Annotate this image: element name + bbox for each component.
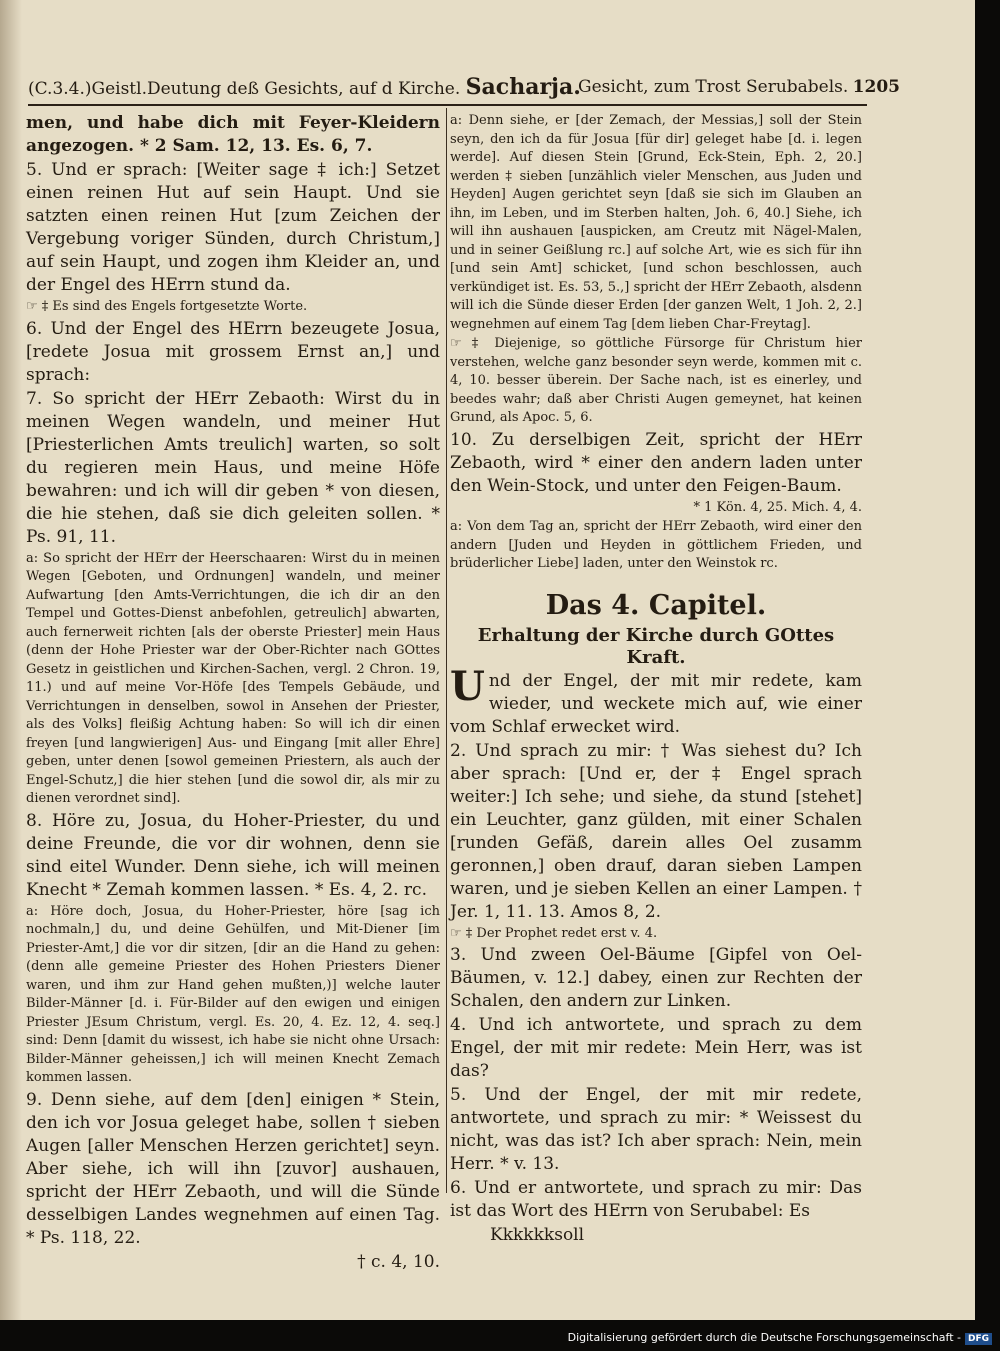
header-rule	[28, 104, 867, 106]
right_column-paragraph: Das 4. Capitel.	[545, 589, 767, 621]
right_column-paragraph: ☞ ‡ Der Prophet redet erst v. 4.	[450, 925, 658, 941]
right_column-paragraph	[450, 662, 862, 739]
right_column-paragraph: a: Von dem Tag an, spricht der HErr Zebaoth, wird einer den andern [Juden und Heyden in göttlichem Frieden, und brüderlicher Liebe] laden, unter den Weinstok rc.	[450, 519, 862, 571]
left_column-paragraph: a: So spricht der HErr der Heerschaaren: Wirst du in meinen Wegen [Geboten, und Ordnungen] wandeln, und meiner Aufwartung [den Amts-Verrichtungen, die ich dir an den Tempel und Gottes-Dienst anbefohlen, getreulich] abwarten, auch fernerweit richten [als der oberste Priester] mein Haus (denn der Hohe Priester war der Ober-Richter nach GOttes Gesetz in geistlichen und Kirchen-Sachen, vergl. 2 Chron. 19, 11.) und auf meine Vor-Höfe [des Tempels Gebäude, und Verrichtungen in denselben, sowol in Ansehen der Priester, als des Volks] fleißig Achtung haben: So will ich dir einen freyen [und langwierigen] Aus- und Eingang [mit aller Ehre] geben, unter denen [sowol gemeinen Priestern, als auch der Engel-Schutz,] die hier stehen [und die sowol dir, als mir zu dienen verordnet sind].	[26, 550, 440, 806]
left-column	[26, 112, 440, 1275]
left_column-paragraph: 5. Und er sprach: [Weiter sage ‡ ich:] Setzet einen reinen Hut auf sein Haupt. Und sie satzten einen reinen Hut [zum Zeichen der Vergebung voriger Sünden, durch Christum,] auf sein Haupt, und zogen ihm Kleider an, und der Engel des HErrn stund da.	[26, 160, 440, 295]
page-number: 1205	[852, 77, 900, 97]
right_column-paragraph: a: Denn siehe, er [der Zemach, der Messias,] soll der Stein seyn, den ich da für Josua [für dir] geleget habe [d. i. legen werde]. Auf diesen Stein [Grund, Eck-Stein, Eph. 2, 20.] werden ‡ sieben [unzählich vieler Menschen, aus Juden und Heyden] Augen gerichtet seyn [daß sie sich im Glauben an ihn, im Leben, und im Sterben halten, Joh. 6, 40.] Siehe, ich will ihn aushauen [auspicken, am Creutz mit Nägel-Malen, und in seiner Geißlung rc.] auf solche Art, wie es sich für ihn [und sein Amt] schicket, [und schon beschlossen, auch verkündiget ist. Es. 53, 5.,] spricht der HErr Zebaoth, alsdenn will ich die Sünde dieser Erden [der ganzen Welt, 1 Joh. 2, 2.] wegnehmen auf einem Tag [dem lieben Char-Freytag].	[450, 113, 862, 332]
header-left-text: (C.3.4.)Geistl.Deutung deß Gesichts, auf d Kirche.	[28, 79, 461, 99]
left_column-paragraph: 8. Höre zu, Josua, du Hoher-Priester, du und deine Freunde, die vor dir wohnen, denn sie sind eitel Wunder. Denn siehe, ich will meinen Knecht * Zemah kommen lassen. * Es. 4, 2. rc.	[26, 810, 440, 900]
running-header	[28, 74, 900, 102]
left_column-paragraph: † c. 4, 10.	[357, 1251, 440, 1272]
right_column-paragraph: 4. Und ich antwortete, und sprach zu dem Engel, der mit mir redete: Mein Herr, was ist das?	[450, 1015, 862, 1081]
left_column-paragraph: a: Höre doch, Josua, du Hoher-Priester, höre [sag ich nochmaln,] du, und deine Gehülfen, und Mit-Diener [im Priester-Amt,] die vor dir sitzen, [dir an die Hand zu gehen: (denn alle gemeine Priester des Hohen Priesters Diener waren, und ihm zur Hand gehen mußten,)] welche lauter Bilder-Männer [d. i. Für-Bilder auf den ewigen und einigen Priester JEsum Christum, vergl. Es. 20, 4. Ez. 12, 4. seq.] sind: Denn [damit du wissest, ich habe sie nicht ohne Ursach: Bilder-Männer geheissen,] ich will meinen Knecht Zemach kommen lassen.	[26, 903, 440, 1085]
column-divider	[446, 108, 447, 1193]
left_column-paragraph: 7. So spricht der HErr Zebaoth: Wirst du in meinen Wegen wandeln, und meiner Hut [Priesterlichen Amts treulich] warten, so solt du regieren mein Haus, und meine Höfe bewahren: und ich will dir geben * von diesen, die hie stehen, daß sie dich geleiten sollen. * Ps. 91, 11.	[26, 388, 440, 547]
left_column-paragraph: ☞ ‡ Es sind des Engels fortgesetzte Worte.	[26, 299, 308, 314]
right_column-paragraph: ☞ ‡ Diejenige, so göttliche Fürsorge für Christum hier verstehen, welche ganz besonder seyn werde, kommen mit c. 4, 10. besser überein. Der Sache nach, ist es einerley, und beedes wahr; daß aber Christi Augen gemeynet, hat keinen Grund, als Apoc. 5, 6.	[450, 336, 862, 425]
right-column	[450, 112, 862, 1248]
left_column-paragraph: 9. Denn siehe, auf dem [den] einigen * Stein, den ich vor Josua geleget habe, sollen † sieben Augen [aller Menschen Herzen gerichtet] seyn. Aber siehe, ich will ihn [zuvor] aushauen, spricht der HErr Zebaoth, und will die Sünde desselbigen Landes wegnehmen auf einen Tag. * Ps. 118, 22.	[26, 1089, 440, 1248]
right_column-paragraph: * 1 Kön. 4, 25. Mich. 4, 4.	[693, 499, 862, 515]
right_column-paragraph: 6. Und er antwortete, und sprach zu mir: Das ist das Wort des HErrn von Serubabel: Es	[450, 1178, 862, 1221]
right_column-paragraph: 3. Und zween Oel-Bäume [Gipfel von Oel-Bäumen, v. 12.] dabey, einen zur Rechten der Schalen, den andern zur Linken.	[450, 945, 862, 1011]
dfg-logo: DFG	[965, 1333, 992, 1345]
footer-credit	[540, 1331, 992, 1345]
header-left	[28, 74, 581, 102]
footer-text: Digitalisierung gefördert durch die Deutsche Forschungsgemeinschaft -	[567, 1331, 961, 1344]
signature-mark: Kkkkkk	[490, 1225, 555, 1245]
catchword: soll	[554, 1225, 585, 1245]
right_column-paragraph: Erhaltung der Kirche durch GOttes Kraft.	[477, 624, 835, 668]
left_column-paragraph: 6. Und der Engel des HErrn bezeugete Josua, [redete Josua mit grossem Ernst an,] und sprach:	[26, 318, 440, 385]
right_column-paragraph: 10. Zu derselbigen Zeit, spricht der HErr Zebaoth, wird * einer den andern laden unter den Wein-Stock, und unter den Feigen-Baum.	[450, 429, 862, 496]
right_column-paragraph: 2. Und sprach zu mir: † Was siehest du? Ich aber sprach: [Und er, der ‡ Engel sprach weiter:] Ich sehe; und siehe, da stund [stehet] ein Leuchter, ganz gülden, mit einer Schalen [runden Gefäß, darein alles Oel zusamm geronnen,] oben drauf, daran sieben Lampen waren, und je sieben Kellen an einer Lampen. † Jer. 1, 11. 13. Amos 8, 2.	[450, 740, 862, 922]
catchword-line	[450, 1224, 862, 1247]
header-middle: Gesicht, zum Trost Serubabels.	[578, 77, 849, 97]
paragraph-text: nd der Engel, der mit mir redete, kam wieder, und weckete mich auf, wie einer vom Schlaf erwecket wird.	[450, 670, 862, 737]
left_column-paragraph: men, und habe dich mit Feyer-Kleidern angezogen. * 2 Sam. 12, 13. Es. 6, 7.	[26, 113, 440, 156]
header-book-title: Sacharja.	[465, 74, 581, 100]
right_column-paragraph: 5. Und der Engel, der mit mir redete, antwortete, und sprach zu mir: * Weissest du nicht, was das ist? Ich aber sprach: Nein, mein Herr. * v. 13.	[450, 1085, 862, 1174]
drop-cap: U	[450, 662, 485, 710]
